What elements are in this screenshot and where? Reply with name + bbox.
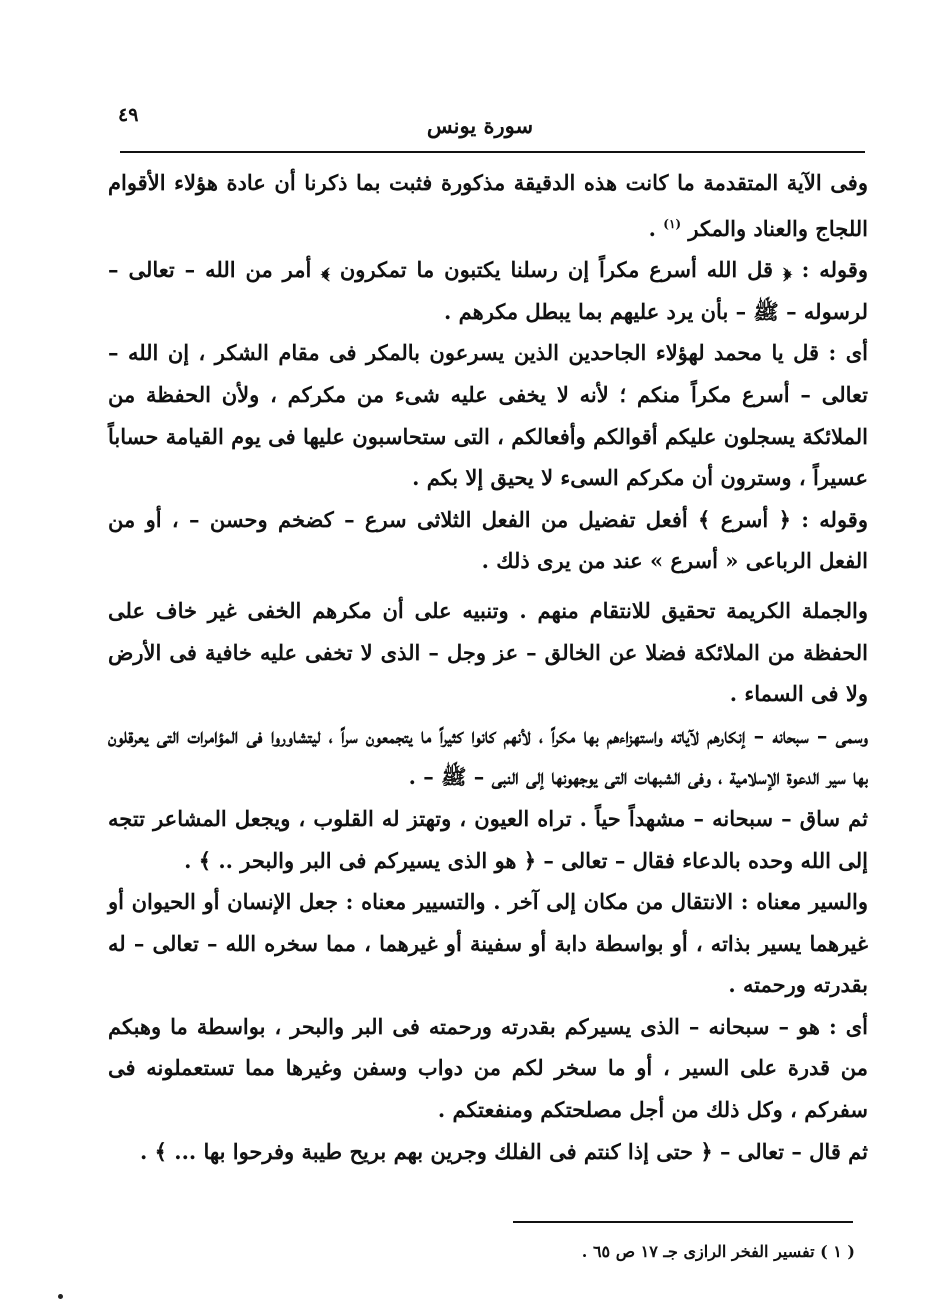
footnote-rule [513,1221,853,1223]
header-rule [120,151,865,153]
running-title: سورة يونس [426,113,534,138]
footnote-reference: (١) [663,216,682,231]
paragraph: والسير معناه : الانتقال من مكان إلى آخر . والتسيير معناه : جعل الإنسان أو الحيوان أو غيرهما يسير بذاته ، أو بواسطة دابة أو سفينة أو غيرهما ، مما سخره الله – تعالى – له بقدرته ورحمته . [108,889,868,998]
paragraph: وسمى – سبحانه – إنكارهم لآياته واستهزاءهم بها مكراً ، لأنهم كانوا كثيراً ما يتجمعون سراً ، ليتشاوروا فى المؤامرات التى يعرقلون بها سير الدعوة الإسلامية ، وفى الشبهات التى يوجهونها إلى النبى – ﷺ – . [108,722,868,790]
paragraph: ثم ساق – سبحانه – مشهداً حياً . تراه العيون ، وتهتز له القلوب ، ويجعل المشاعر تتجه إلى الله وحده بالدعاء فقال – تعالى – ﴿ هو الذى يسيركم فى البر والبحر .. ﴾ . [108,805,868,873]
paragraph: والجملة الكريمة تحقيق للانتقام منهم . وتنبيه على أن مكرهم الخفى غير خاف على الحفظة من الملائكة فضلا عن الخالق – عز وجل – الذى لا تخفى عليه خافية فى الأرض ولا فى السماء . [108,597,868,707]
paragraph: وفى الآية المتقدمة ما كانت هذه الدقيقة مذكورة فثبت بما ذكرنا أن عادة هؤلاء الأقوام اللجاج والعناد والمكر $^{(١)}$ . [108,170,868,241]
scan-mark [58,1294,63,1299]
body-text [108,162,868,1172]
page-number: ٤٩ [118,104,139,126]
footnote: ( ١ ) تفسير الفخر الرازى جـ ١٧ ص ٦٥ . [581,1242,855,1261]
paragraph: أى : هو – سبحانه – الذى يسيركم بقدرته ورحمته فى البر والبحر ، بواسطة ما وهبكم من قدرة على السير ، أو ما سخر لكم من دواب وسفن وغيرها مما تستعملونه فى سفركم ، وكل ذلك من أجل مصلحتكم ومنفعتكم . [108,1013,868,1123]
paragraph: أى : قل يا محمد لهؤلاء الجاحدين الذين يسرعون بالمكر فى مقام الشكر ، إن الله – تعالى – أسرع مكراً منكم ؛ لأنه لا يخفى عليه شىء من مكركم ، ولأن الحفظة من الملائكة يسجلون عليكم أقوالكم وأفعالكم ، التى ستحاسبون عليها فى يوم القيامة حساباً عسيراً ، وسترون أن مكركم السىء لا يحيق إلا بكم . [108,340,868,491]
paragraph: ثم قال – تعالى – ﴿ حتى إذا كنتم فى الفلك وجرين بهم بريح طيبة وفرحوا بها ... ﴾ . [140,1138,868,1164]
paragraph: وقوله : ﴿ أسرع ﴾ أفعل تفضيل من الفعل الثلاثى سرع – كضخم وحسن – ، أو من الفعل الرباعى « أسرع » عند من يرى ذلك . [108,506,868,574]
paragraph: وقوله : ﴿ قل الله أسرع مكراً إن رسلنا يكتبون ما تمكرون ﴾ أمر من الله – تعالى – لرسوله – ﷺ – بأن يرد عليهم بما يبطل مكرهم . [108,257,868,324]
